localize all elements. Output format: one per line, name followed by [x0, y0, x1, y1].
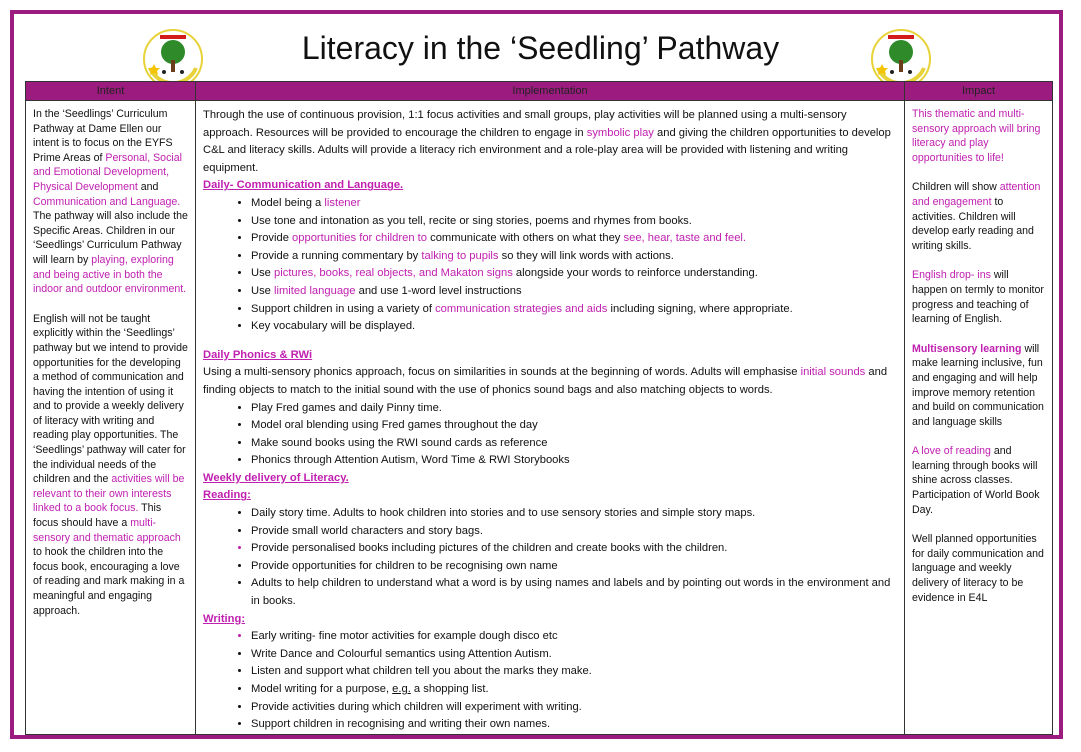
list-item: • Support children in using a variety of communication strategies and aids including signing, where appropriate. — [251, 301, 897, 319]
intent-paragraph-1: In the ‘Seedlings’ Curriculum Pathway at Dame Ellen our intent is to focus on the EYFS Prime Areas of Personal, Social and Emotional Development, Physical Development and Communication and Language. The pathway will also include the Specific Areas. Children in our ‘Seedlings’ Curriculum Pathway will learn by playing, exploring and being active in both the indoor and outdoor environment. — [33, 108, 188, 296]
list-item: • Provide activities during which children will experiment with writing. — [251, 699, 897, 717]
list-item: • Model oral blending using Fred games throughout the day — [251, 417, 897, 435]
writing-heading: Writing: — [203, 612, 246, 625]
list-item: • Listen and support what children tell you about the marks they make. — [251, 663, 897, 681]
page-title: Literacy in the ‘Seedling’ Pathway — [301, 30, 780, 66]
list-item: • Early writing- fine motor activities for example dough disco etc — [251, 628, 897, 646]
phonics-intro: Using a multi-sensory phonics approach, focus on similarities in sounds at the beginning of words. Adults will emphasise initial sounds and finding objects to match to the initial sound with the use of phonics sound bags and also matching objects to words. — [203, 366, 888, 396]
list-item: • Key vocabulary will be displayed. — [251, 318, 897, 336]
impact-paragraph-2: Children will show attention and engagement to activities. Children will develop early reading and writing skills. — [912, 181, 1041, 252]
implementation-header: Implementation — [196, 82, 905, 101]
impact-cell — [905, 101, 1053, 735]
weekly-literacy-heading: Weekly delivery of Literacy. — [203, 471, 349, 484]
phonics-list — [203, 400, 897, 470]
list-item: • Write Dance and Colourful semantics using Attention Autism. — [251, 646, 897, 664]
list-item: • Adults to help children to understand what a word is by using names and labels and by pointing out words in the environment and in books. — [251, 575, 897, 610]
intent-header: Intent — [26, 82, 196, 101]
impact-paragraph-5: A love of reading and learning through books will shine across classes. Participation of World Book Day. — [912, 445, 1040, 516]
intent-cell — [26, 101, 196, 735]
list-item: • Use limited language and use 1-word level instructions — [251, 283, 897, 301]
list-item: • Phonics through Attention Autism, Word Time & RWI Storybooks — [251, 452, 897, 470]
list-item: • Daily story time. Adults to hook children into stories and to use sensory stories and simple story maps. — [251, 505, 897, 523]
reading-heading: Reading: — [203, 489, 251, 502]
communication-list — [203, 195, 897, 336]
list-item: • Use tone and intonation as you tell, recite or sing stories, poems and rhymes from books. — [251, 213, 897, 231]
list-item: • Make sound books using the RWI sound cards as reference — [251, 435, 897, 453]
communication-heading: Daily- Communication and Language. — [203, 179, 404, 192]
curriculum-table — [25, 81, 1053, 735]
impact-paragraph-3: English drop- ins will happen on termly to monitor progress and teaching of learning of English. — [912, 269, 1044, 326]
list-item: • Provide a running commentary by talking to pupils so they will link words with actions. — [251, 248, 897, 266]
list-item: • Model being a listener — [251, 195, 897, 213]
list-item: • Support children in recognising and writing their own names. — [251, 716, 897, 734]
writing-list — [203, 628, 897, 734]
list-item: • Provide opportunities for children to communicate with others on what they see, hear, taste and feel. — [251, 230, 897, 248]
intent-paragraph-2: English will not be taught explicitly within the ‘Seedlings’ pathway but we intend to provide opportunities for the developing a method of communication and having the intention of using it and to provide a weekly delivery of literacy with writing and reading play opportunities. The ‘Seedlings’ pathway will cater for the individual needs of the children and the activities will be relevant to their own interests linked to a book focus. This focus should have a multi-sensory and thematic approach to hook the children into the focus book, encouraging a love of reading and mark making in a meaningful and engaging approach. — [33, 312, 188, 617]
list-item: • Model writing for a purpose, e.g. a shopping list. — [251, 681, 897, 699]
list-item: • Use pictures, books, real objects, and Makaton signs alongside your words to reinforce understanding. — [251, 265, 897, 283]
impact-header: Impact — [905, 82, 1053, 101]
phonics-heading: Daily Phonics & RWi — [203, 348, 313, 361]
reading-list — [203, 505, 897, 611]
impact-paragraph-4: Multisensory learning will make learning inclusive, fun and engaging and will help improve memory retention and build on communication and language skills — [912, 342, 1044, 428]
list-item: • Provide personalised books including pictures of the children and create books with the children. — [251, 540, 897, 558]
list-item: • Play Fred games and daily Pinny time. — [251, 400, 897, 418]
list-item: • Provide opportunities for children to be recognising own name — [251, 558, 897, 576]
impact-paragraph-1: This thematic and multi-sensory approach will bring literacy and play opportunities to life! — [912, 108, 1041, 164]
implementation-cell — [196, 101, 905, 735]
impact-paragraph-6: Well planned opportunities for daily communication and language and weekly delivery of literacy to be evidence in E4L — [912, 533, 1044, 604]
list-item: • Provide small world characters and story bags. — [251, 523, 897, 541]
implementation-intro: Through the use of continuous provision, 1:1 focus activities and small groups, play activities will be planned using a multi-sensory approach. Resources will be provided to encourage the children to engage in symbolic play and giving the children opportunities to develop C&L and literacy skills. Adults will provide a literacy rich environment and a role-play area will be provided with listening and writing equipment. — [203, 109, 891, 174]
